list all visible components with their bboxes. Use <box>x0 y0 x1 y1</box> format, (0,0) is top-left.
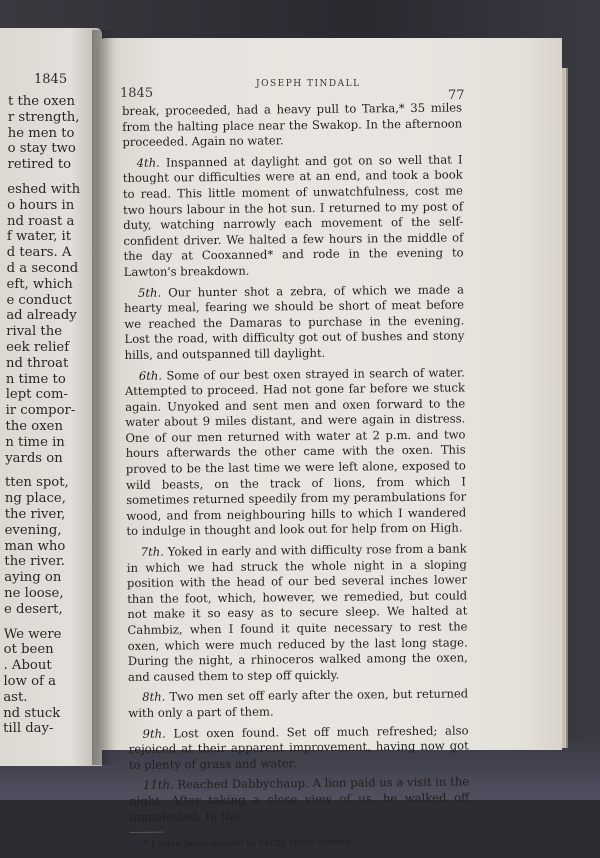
page-number: 77 <box>448 88 465 103</box>
left-page-line: ast. <box>3 689 28 705</box>
paragraph: 8th. Two men set off early after the oxen, but returned with only a part of them. <box>128 686 469 720</box>
left-page-line: eft, which <box>6 276 73 292</box>
left-page <box>0 28 102 766</box>
left-page-line: e desert, <box>4 601 63 617</box>
left-page-line: he men to <box>7 125 75 141</box>
date-label: 4th. <box>136 155 160 170</box>
left-page-line: eshed with <box>7 182 81 197</box>
paragraph: 6th. Some of our best oxen strayed in search of water. Attempted to proceed. Had not gone far before we stuck again. Unyoked and sent men and oxen forward to the water about 9 miles distant, and were again in distress. One of our men returned with water at 2 p.m. and two hours afterwards the other came with the oxen. This proved to be the last time we were left alone, exposed to wild beasts, on the track of lions, from which I sometimes returned speedily from my perambulations for wood, and from neighbouring hills to which I wandered to indulge in thought and look out for help from on High. <box>124 364 467 539</box>
paragraph: 4th. Inspanned at daylight and got on so well that I thought our difficulties were at an end, and took a book to read. This little moment of unwatchfulness, cost me two hours labour in the hot sun. I returned to my post of duty, watching narrowly each movement of the self-confident driver. We halted a few hours in the middle of the day at Cooxanned* and rode in the evening to Lawton's breakdown. <box>122 152 464 279</box>
left-page-line: rival the <box>6 324 63 340</box>
left-page-line: nd stuck <box>3 705 61 721</box>
left-page-line: d tears. A <box>6 245 72 261</box>
left-page-line: the river, <box>4 507 66 522</box>
left-page-line: the oxen <box>5 419 63 434</box>
left-page-line: We were <box>3 626 62 642</box>
date-label: 5th. <box>137 285 162 300</box>
footnote: * I have been unable to verify these names. <box>143 836 353 850</box>
left-page-line: the river. <box>4 554 66 570</box>
book-gutter-shadow <box>92 30 114 765</box>
left-page-line: lept com- <box>5 387 68 403</box>
left-page-line: . About <box>3 658 52 674</box>
paragraph: 11th. Reached Dabbychaup. A lion paid us a visit in the night. After taking a close view of us, he walked off unmolested. In the <box>129 774 470 824</box>
left-page-line: f water, it <box>6 229 71 245</box>
left-page-line: eek relief <box>6 340 70 355</box>
left-page-line: ad already <box>6 308 77 324</box>
left-page-year: 1845 <box>34 72 68 87</box>
running-header-author: JOSEPH TINDALL <box>256 79 361 89</box>
date-label: 9th. <box>142 726 166 741</box>
left-page-line: man who <box>4 538 66 554</box>
left-page-line: ot been <box>3 642 54 658</box>
left-page-line: t the oxen <box>8 94 75 109</box>
date-label: 7th. <box>140 544 164 559</box>
left-page-line: o stay two <box>7 141 76 157</box>
footnote-rule <box>130 832 164 833</box>
left-page-line: o hours in <box>7 197 75 213</box>
left-page-line: aying on <box>4 570 62 586</box>
left-page-line: n time in <box>5 434 65 450</box>
paragraph: 5th. Our hunter shot a zebra, of which we made a hearty meal, fearing we should be short of meat before we reached the Damaras to purchase in the evening. Lost the road, with difficulty got out of bushes and stony hills, and outspanned till daylight. <box>124 281 465 362</box>
left-page-line: nd roast a <box>7 213 75 229</box>
page-body <box>122 100 470 857</box>
left-page-line: e conduct <box>6 292 72 308</box>
left-page-line: retired to <box>7 157 72 173</box>
left-page-line: low of a <box>3 674 56 689</box>
left-page-line: ir compor- <box>5 403 76 419</box>
left-page-line: ne loose, <box>4 586 64 601</box>
left-page-line: r strength, <box>7 109 80 125</box>
left-page-line: n time to <box>5 371 66 387</box>
left-page-line: till day- <box>3 721 54 737</box>
left-page-line: ng place, <box>4 491 66 507</box>
left-page-line: tten spot, <box>5 475 69 491</box>
left-page-line: yards on <box>5 450 63 466</box>
date-label: 11th. <box>143 777 174 793</box>
left-page-line: d a second <box>6 261 79 276</box>
date-label: 6th. <box>138 368 163 383</box>
date-label: 8th. <box>142 689 166 705</box>
right-page-year: 1845 <box>120 86 154 101</box>
paragraph: break, proceeded, had a heavy pull to Tarka,* 35 miles from the halting place near the Swakop. In the afternoon proceeded. Again no water. <box>122 100 463 150</box>
left-page-line: evening, <box>4 522 62 538</box>
left-page-line: nd throat <box>5 355 69 371</box>
paragraph: 7th. Yoked in early and with difficulty rose from a bank in which we had struck the whole night in a sloping position with the head of our bed several inches lower than the foot, which, however, we remedied, but could not make it so easy as to secure sleep. We halted at Cahmbiz, when I found it quite necessary to rest the oxen, which were much reduced by the last long stage. During the night, a rhinoceros walked among the oxen, and caused them to step off quickly. <box>126 541 468 684</box>
paragraph: 9th. Lost oxen found. Set off much refreshed; also rejoiced at their apparent improvement, having now got to plenty of grass and water. <box>128 722 469 772</box>
